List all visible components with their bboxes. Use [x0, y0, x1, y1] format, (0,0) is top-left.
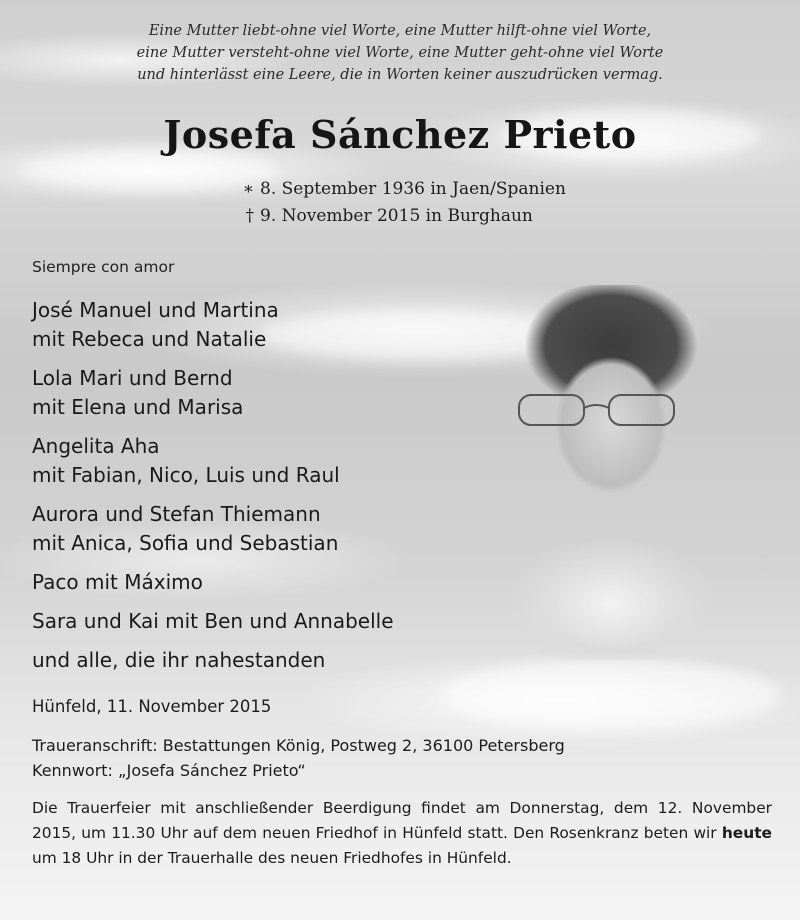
mourner-line: Angelita Aha — [32, 434, 160, 458]
place-and-date: Hünfeld, 11. November 2015 — [32, 697, 272, 716]
glasses-icon — [514, 390, 684, 430]
memorial-quote — [60, 20, 740, 86]
intro-text: Siempre con amor — [32, 258, 175, 276]
cloud-decoration — [440, 660, 780, 730]
deceased-name: Josefa Sánchez Prieto — [163, 112, 637, 157]
life-dates — [228, 176, 566, 230]
mourner-group — [32, 364, 394, 422]
mourner-line: José Manuel und Martina — [32, 298, 279, 322]
address-line: Traueranschrift: Bestattungen König, Postweg 2, 36100 Petersberg — [32, 736, 565, 755]
mourner-line: mit Anica, Sofia und Sebastian — [32, 531, 339, 555]
mourner-line: Sara und Kai mit Ben und Annabelle — [32, 609, 394, 633]
mourner-line: mit Elena und Marisa — [32, 395, 244, 419]
death-row — [228, 203, 566, 230]
quote-line: eine Mutter versteht-ohne viel Worte, eine Mutter geht-ohne viel Worte — [136, 45, 664, 61]
mourner-group — [32, 500, 394, 558]
notice-emphasis: heute — [721, 824, 772, 842]
mourner-group — [32, 646, 394, 675]
birth-star-icon: ∗ — [242, 179, 254, 199]
mourner-group — [32, 296, 394, 354]
quote-line: und hinterlässt eine Leere, die in Worten keiner auszudrücken vermag. — [137, 67, 663, 83]
portrait-photo — [486, 285, 736, 660]
mourners-list — [32, 296, 394, 685]
funeral-notice — [32, 796, 772, 871]
mourner-line: mit Rebeca und Natalie — [32, 327, 267, 351]
mourner-group — [32, 568, 394, 597]
notice-text: um 18 Uhr in der Trauerhalle des neuen Friedhofes in Hünfeld. — [32, 849, 512, 867]
mourning-address — [32, 733, 565, 783]
mourner-line: Aurora und Stefan Thiemann — [32, 502, 321, 526]
keyword-line: Kennwort: „Josefa Sánchez Prieto“ — [32, 761, 306, 780]
death-cross-icon: † — [245, 206, 254, 226]
mourner-line: Lola Mari und Bernd — [32, 366, 233, 390]
notice-text: Die Trauerfeier mit anschließender Beerdigung findet am Donnerstag, dem 12. November 2015, um 11.30 Uhr auf dem neuen Friedhof in Hünfeld statt. Den Rosenkranz beten wir — [32, 799, 772, 842]
death-date: 9. November 2015 in Burghaun — [260, 206, 533, 226]
mourner-group — [32, 432, 394, 490]
mourner-line: mit Fabian, Nico, Luis und Raul — [32, 463, 340, 487]
quote-line: Eine Mutter liebt-ohne viel Worte, eine Mutter hilft-ohne viel Worte, — [148, 23, 652, 39]
birth-date: 8. September 1936 in Jaen/Spanien — [260, 179, 566, 199]
mourner-line: und alle, die ihr nahestanden — [32, 648, 326, 672]
mourner-line: Paco mit Máximo — [32, 570, 203, 594]
birth-row — [228, 176, 566, 203]
mourner-group — [32, 607, 394, 636]
